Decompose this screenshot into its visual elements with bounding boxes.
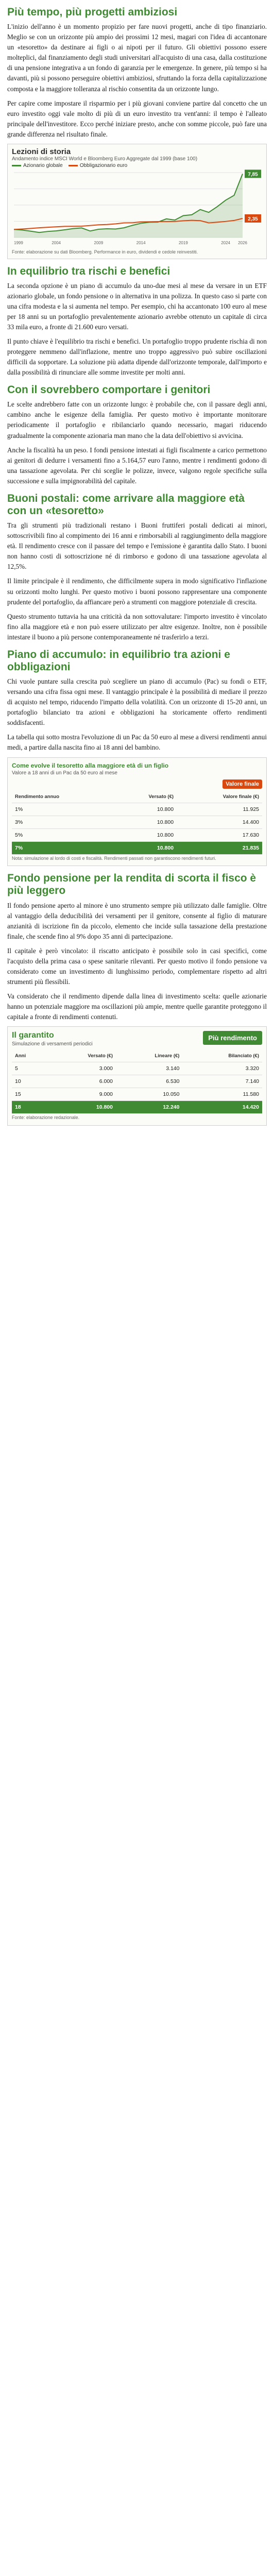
table-cell: 15: [12, 1088, 48, 1101]
table-cell: 10.800: [48, 1101, 116, 1114]
table-cell: 5: [12, 1062, 48, 1075]
table-row: [12, 828, 262, 841]
x-tick-label: 2024: [221, 240, 231, 245]
table-cell: 3.320: [182, 1062, 262, 1075]
table-cell: 3.140: [116, 1062, 182, 1075]
paragraph: Questo strumento tuttavia ha una criticità da non sottovalutare: l'importo investito è vincolato fino alla maggiore età e non può essere utilizzato per altre esigenze. Inoltre, non è possibile intestare il buono a più persone contemporaneamente né trasferirlo a terzi.: [7, 612, 267, 641]
legend-swatch-bonds: [68, 165, 78, 166]
paragraph: Il punto chiave è l'equilibrio tra rischi e benefici. Un portafoglio troppo prudente rischia di non proteggere nemmeno dall'inflazione, mentre uno troppo aggressivo può subire oscillazioni difficili da sopportare. La soluzione più adatta dipende dall'orizzonte temporale, dall'importo e dalla possibilità di rinunciare alle somme investite per molti anni.: [7, 337, 267, 377]
table-cell: 17.630: [177, 828, 262, 841]
x-tick-label: 1999: [14, 240, 23, 245]
table2-badge: Più rendimento: [203, 1031, 262, 1045]
table-cell: 1%: [12, 803, 114, 816]
col-header: Lineare (€): [116, 1050, 182, 1062]
table-cell: 7%: [12, 841, 114, 854]
chart-subtitle: Andamento indice MSCI World e Bloomberg Euro Aggregate dal 1999 (base 100): [12, 156, 198, 162]
chart-title: Lezioni di storia: [12, 147, 71, 156]
table-row: [12, 1062, 262, 1075]
col-header: Anni: [12, 1050, 48, 1062]
table-cell: 7.140: [182, 1075, 262, 1088]
col-header: Valore finale (€): [177, 791, 262, 803]
x-tick-label: 2009: [94, 240, 104, 245]
col-header: Versato (€): [48, 1050, 116, 1062]
table-badge: Valore finale: [222, 779, 262, 789]
table-cell: 10.800: [114, 803, 177, 816]
article: [0, 6, 274, 1126]
table-cell: 3%: [12, 816, 114, 828]
table-cell: 9.000: [48, 1088, 116, 1101]
paragraph: Le scelte andrebbero fatte con un orizzonte lungo: è probabile che, con il passare degli anni, cambino anche le esigenze della famiglia. Per questo motivo è importante monitorare periodicamente il portafoglio e ribilanciarlo quando necessario, magari riducendo gradualmente la componente azionaria man mano che la data dell'obiettivo si avvicina.: [7, 400, 267, 439]
table2-footnote: Fonte: elaborazione redazionale.: [12, 1115, 80, 1121]
section-title-1: Più tempo, più progetti ambiziosi: [7, 6, 178, 18]
table-cell: 18: [12, 1101, 48, 1114]
col-header: Rendimento annuo: [12, 791, 114, 803]
end-label: 7,85: [248, 172, 258, 178]
paragraph: Chi vuole puntare sulla crescita può scegliere un piano di accumulo (Pac) su fondi o ETF, versando una cifra fissa ogni mese. Il vantaggio principale è la possibilità di mediare il prezzo di acquisto nel tempo, riducendo l'impatto della volatilità. Con un orizzonte di 15-20 anni, un portafoglio bilanciato tra azioni e obbligazioni ha storicamente offerto rendimenti soddisfacenti.: [7, 677, 267, 727]
x-tick-label: 2014: [136, 240, 146, 245]
col-header: Versato (€): [114, 791, 177, 803]
paragraph: Tra gli strumenti più tradizionali restano i Buoni fruttiferi postali dedicati ai minori, sottoscrivibili fino al compimento dei 16 anni e rimborsabili al raggiungimento della maggiore età. Il rendimento cresce con il passare del tempo e l'emissione è garantita dallo Stato. I buoni non hanno costi di sottoscrizione né di rimborso e godono di una tassazione agevolata al 12,5%.: [7, 521, 267, 571]
table-cell: 11.925: [177, 803, 262, 816]
table-cell: 11.580: [182, 1088, 262, 1101]
legend-swatch-equity: [12, 165, 21, 166]
table-cell: 14.400: [177, 816, 262, 828]
end-label: 2,35: [248, 216, 258, 222]
col-header: Bilanciato (€): [182, 1050, 262, 1062]
table2-title: Il garantito: [12, 1031, 54, 1040]
series-area-equity: [14, 174, 243, 238]
x-tick-label: 2019: [178, 240, 188, 245]
legend-bonds: Obbligazionario euro: [79, 162, 128, 168]
table-subtitle: Valore a 18 anni di un Pac da 50 euro al mese: [12, 770, 117, 776]
chart-box: [7, 144, 267, 259]
table-row: [12, 1075, 262, 1088]
paragraph: Il capitale è però vincolato: il riscatto anticipato è possibile solo in casi specifici, come l'acquisto della prima casa o spese sanitarie rilevanti. Per questo motivo il fondo pensione va considerato come un investimento di lunghissimo periodo, complementare rispetto ad altri strumenti più flessibili.: [7, 946, 267, 986]
paragraph: La seconda opzione è un piano di accumulo da uno-due mesi al mese da versare in un ETF azionario globale, un fondo pensione o in alternativa in una polizza. In questo caso si parte con una cifra modesta e la si aumenta nel tempo. Per esempio, chi ha accantonato 100 euro al mese per 18 anni su un portafoglio prevalentemente azionario avrebbe ottenuto un capitale di circa 33 mila euro, a fronte di 21.600 euro versati.: [7, 281, 267, 331]
paragraph: Per capire come impostare il risparmio per i più giovani conviene partire dal concetto che un euro investito oggi vale molto di più di un euro investito tra vent'anni: il tempo è l'alleato principale dell'investitore. Ecco perché iniziare presto, anche con somme piccole, può fare una grande differenza nel risultato finale.: [7, 99, 267, 138]
table-row: [12, 803, 262, 816]
paragraph: Il limite principale è il rendimento, che difficilmente supera in modo significativo l'inflazione su orizzonti molto lunghi. Per questo motivo i buoni possono rappresentare una componente prudente del portafoglio, da affiancare però a strumenti con maggiore potenziale di crescita.: [7, 577, 267, 606]
table-cell: 14.420: [182, 1101, 262, 1114]
table-cell: 21.835: [177, 841, 262, 854]
table-cell: 6.000: [48, 1075, 116, 1088]
table-footnote: Nota: simulazione al lordo di costi e fiscalità. Rendimenti passati non garantiscono rendimenti futuri.: [12, 855, 216, 861]
section-title-3: Con il sovrebbero comportare i genitori: [7, 384, 211, 396]
table-title: Come evolve il tesoretto alla maggiore età di un figlio: [12, 761, 169, 769]
chart-footnote: Fonte: elaborazione su dati Bloomberg. Performance in euro, dividendi e cedole reinvestiti.: [12, 249, 198, 255]
table2-subtitle: Simulazione di versamenti periodici: [12, 1041, 93, 1047]
table-row-highlight: [12, 841, 262, 854]
table-cell: 10.800: [114, 841, 177, 854]
data-table-2: [12, 1050, 262, 1114]
table-cell: 12.240: [116, 1101, 182, 1114]
paragraph: Il fondo pensione aperto al minore è uno strumento sempre più utilizzato dalle famiglie. Oltre al vantaggio della deducibilità dei versamenti per il genitore, consente al figlio di maturare anzianità di iscrizione fin da piccolo, elemento che incide sulla tassazione della prestazione finale, che scende fino al 9% dopo 35 anni di partecipazione.: [7, 901, 267, 940]
table-cell: 6.530: [116, 1075, 182, 1088]
x-tick-label: 2004: [52, 240, 61, 245]
chart-legend: [12, 163, 262, 168]
table-row-highlight: [12, 1101, 262, 1114]
table-cell: 10.800: [114, 828, 177, 841]
section-title-2: In equilibrio tra rischi e benefici: [7, 265, 170, 277]
paragraph: La tabella qui sotto mostra l'evoluzione di un Pac da 50 euro al mese a diversi rendimenti annui medi, a partire dalla nascita fino ai 18 anni del bambino.: [7, 733, 267, 752]
table-cell: 3.000: [48, 1062, 116, 1075]
x-tick-label: 2026: [238, 240, 247, 245]
line-chart: [12, 168, 263, 246]
table-cell: 10.800: [114, 816, 177, 828]
paragraph: Va considerato che il rendimento dipende dalla linea di investimento scelta: quelle azionarie hanno un potenziale maggiore ma oscillazioni più ampie, mentre quelle garantite proteggono il capitale a fronte di rendimenti contenuti.: [7, 992, 267, 1021]
table-box-1: [7, 757, 267, 867]
data-table-1: [12, 791, 262, 855]
table-row: [12, 816, 262, 828]
table-cell: 10.050: [116, 1088, 182, 1101]
section-title-6: Fondo pensione per la rendita di scorta il fisco è più leggero: [7, 872, 256, 897]
table-row: [12, 1088, 262, 1101]
legend-equity: Azionario globale: [23, 162, 63, 168]
paragraph: L'inizio dell'anno è un momento propizio per fare nuovi progetti, anche di tipo finanziario. Meglio se con un orizzonte più ampio dei prossimi 12 mesi, magari con l'idea di accantonare un «tesoretto» da destinare ai figli o ai nipoti per il futuro. Gli obiettivi possono essere molteplici, dal finanziamento degli studi universitari all'acquisto di una casa, dalla costituzione di una pensione integrativa a un fondo di garanzia per le emergenze. In genere, più tempo si ha davanti, più si possono perseguire obiettivi ambiziosi, sfruttando la forza della capitalizzazione composta e la maggiore tolleranza al rischio consentita da un orizzonte lungo.: [7, 23, 267, 93]
paragraph: Anche la fiscalità ha un peso. I fondi pensione intestati ai figli fiscalmente a carico permettono ai genitori di dedurre i versamenti fino a 5.164,57 euro l'anno, mentre i rendimenti godono di una tassazione agevolata. Per chi sceglie le polizze, invece, valgono regole specifiche sulla successione e sulla impignorabilità del capitale.: [7, 446, 267, 485]
table-cell: 10: [12, 1075, 48, 1088]
table-box-2: [7, 1026, 267, 1126]
table-cell: 5%: [12, 828, 114, 841]
section-title-4: Buoni postali: come arrivare alla maggiore età con un «tesoretto»: [7, 492, 245, 517]
section-title-5: Piano di accumulo: in equilibrio tra azioni e obbligazioni: [7, 648, 230, 673]
